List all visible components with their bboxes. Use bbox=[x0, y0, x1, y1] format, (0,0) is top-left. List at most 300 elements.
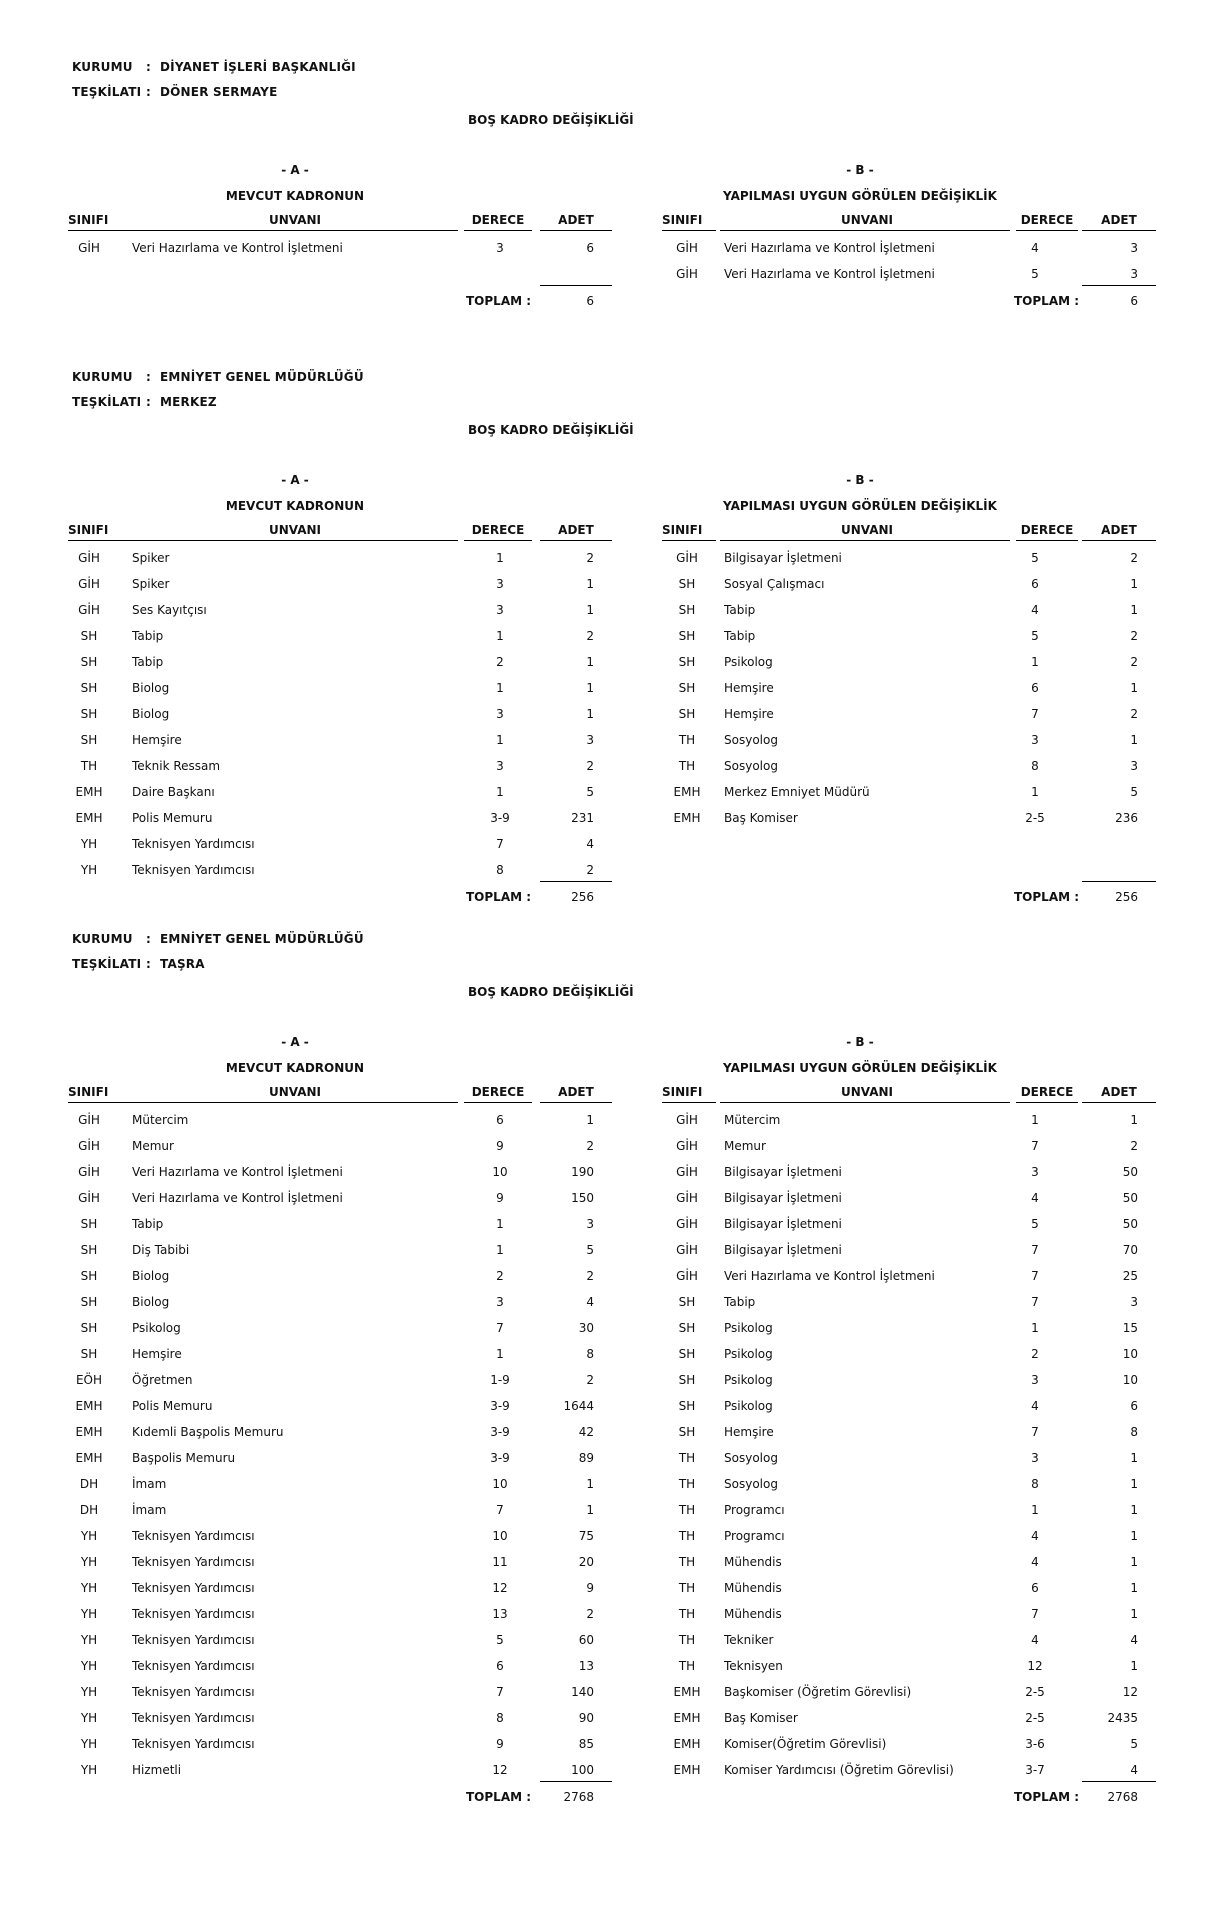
b-cell-derece: 8 bbox=[1031, 759, 1039, 773]
kurumu-sep: : bbox=[146, 932, 151, 946]
b-cell-adet: 25 bbox=[1122, 1269, 1138, 1283]
a-cell-unvani: Mütercim bbox=[132, 1113, 189, 1127]
a-cell-adet: 4 bbox=[586, 1295, 594, 1309]
a-cell-adet: 89 bbox=[578, 1451, 594, 1465]
b-col-sinifi: SINIFI bbox=[662, 523, 703, 537]
b-cell-adet: 50 bbox=[1122, 1191, 1138, 1205]
b-cell-derece: 1 bbox=[1031, 785, 1039, 799]
a-cell-unvani: Teknisyen Yardımcısı bbox=[132, 863, 255, 877]
a-cell-adet: 90 bbox=[578, 1711, 594, 1725]
a-panel-title: MEVCUT KADRONUN bbox=[225, 1061, 365, 1075]
a-mark: - A - bbox=[281, 473, 309, 487]
a-mark: - A - bbox=[281, 1035, 309, 1049]
b-cell-derece: 2 bbox=[1031, 1347, 1039, 1361]
a-cell-unvani: Biolog bbox=[132, 1295, 170, 1309]
b-cell-unvani: Veri Hazırlama ve Kontrol İşletmeni bbox=[724, 241, 935, 255]
a-cell-sinifi: YH bbox=[80, 1711, 98, 1725]
kurumu-value: EMNİYET GENEL MÜDÜRLÜĞÜ bbox=[160, 932, 364, 946]
a-cell-derece: 2 bbox=[496, 1269, 504, 1283]
a-cell-sinifi: SH bbox=[80, 1269, 98, 1283]
b-cell-adet: 236 bbox=[1115, 811, 1138, 825]
b-cell-sinifi: GİH bbox=[676, 1113, 698, 1127]
b-cell-sinifi: GİH bbox=[676, 1269, 698, 1283]
a-total-value: 256 bbox=[571, 890, 594, 904]
b-cell-derece: 6 bbox=[1031, 1581, 1039, 1595]
b-header-rule bbox=[720, 540, 1010, 541]
a-cell-unvani: Polis Memuru bbox=[132, 811, 213, 825]
b-total-rule bbox=[1082, 1781, 1156, 1782]
a-col-derece: DERECE bbox=[471, 523, 525, 537]
a-total-rule bbox=[540, 881, 612, 882]
b-cell-sinifi: TH bbox=[678, 1659, 696, 1673]
a-cell-unvani: Biolog bbox=[132, 1269, 170, 1283]
a-cell-sinifi: YH bbox=[80, 1763, 98, 1777]
a-cell-derece: 13 bbox=[492, 1607, 508, 1621]
a-cell-derece: 1 bbox=[496, 1243, 504, 1257]
a-total-label: TOPLAM : bbox=[466, 1790, 532, 1804]
b-cell-derece: 3 bbox=[1031, 1373, 1039, 1387]
a-cell-unvani: Teknisyen Yardımcısı bbox=[132, 1529, 255, 1543]
a-cell-sinifi: DH bbox=[79, 1477, 99, 1491]
b-cell-adet: 5 bbox=[1130, 1737, 1138, 1751]
b-col-unvani: UNVANI bbox=[840, 523, 894, 537]
b-total-value: 2768 bbox=[1107, 1790, 1138, 1804]
b-header-rule bbox=[662, 540, 716, 541]
b-cell-unvani: Hemşire bbox=[724, 681, 774, 695]
b-cell-derece: 5 bbox=[1031, 551, 1039, 565]
a-cell-derece: 8 bbox=[496, 1711, 504, 1725]
b-cell-derece: 2-5 bbox=[1025, 811, 1045, 825]
b-cell-sinifi: GİH bbox=[676, 551, 698, 565]
a-cell-adet: 9 bbox=[586, 1581, 594, 1595]
kurumu-label: KURUMU bbox=[72, 932, 133, 946]
a-cell-adet: 60 bbox=[578, 1633, 594, 1647]
b-panel-title: YAPILMASI UYGUN GÖRÜLEN DEĞİŞİKLİK bbox=[723, 1061, 997, 1075]
b-cell-sinifi: TH bbox=[678, 733, 696, 747]
b-cell-unvani: Merkez Emniyet Müdürü bbox=[724, 785, 870, 799]
b-cell-adet: 8 bbox=[1130, 1425, 1138, 1439]
a-cell-derece: 9 bbox=[496, 1139, 504, 1153]
a-cell-unvani: Veri Hazırlama ve Kontrol İşletmeni bbox=[132, 1191, 343, 1205]
teskilati-sep: : bbox=[146, 395, 151, 409]
a-cell-unvani: Daire Başkanı bbox=[132, 785, 215, 799]
a-cell-unvani: Polis Memuru bbox=[132, 1399, 213, 1413]
b-col-unvani: UNVANI bbox=[840, 213, 894, 227]
b-cell-sinifi: TH bbox=[678, 1581, 696, 1595]
teskilati-sep: : bbox=[146, 85, 151, 99]
a-cell-sinifi: YH bbox=[80, 1555, 98, 1569]
b-cell-sinifi: EMH bbox=[673, 785, 701, 799]
b-cell-unvani: Komiser Yardımcısı (Öğretim Görevlisi) bbox=[724, 1763, 954, 1777]
a-cell-derece: 1-9 bbox=[490, 1373, 510, 1387]
a-cell-sinifi: EMH bbox=[75, 785, 103, 799]
b-cell-adet: 1 bbox=[1130, 733, 1138, 747]
a-cell-adet: 8 bbox=[586, 1347, 594, 1361]
a-cell-derece: 1 bbox=[496, 1347, 504, 1361]
b-col-derece: DERECE bbox=[1020, 523, 1074, 537]
a-cell-adet: 2 bbox=[586, 1373, 594, 1387]
b-cell-sinifi: SH bbox=[678, 1425, 696, 1439]
kurumu-value: DİYANET İŞLERİ BAŞKANLIĞI bbox=[160, 60, 356, 74]
b-total-value: 6 bbox=[1130, 294, 1138, 308]
a-total-rule bbox=[540, 285, 612, 286]
b-cell-derece: 3 bbox=[1031, 1165, 1039, 1179]
b-cell-unvani: Bilgisayar İşletmeni bbox=[724, 1243, 842, 1257]
a-col-unvani: UNVANI bbox=[268, 213, 322, 227]
a-cell-adet: 100 bbox=[571, 1763, 594, 1777]
a-col-sinifi: SINIFI bbox=[68, 1085, 109, 1099]
b-cell-derece: 2-5 bbox=[1025, 1685, 1045, 1699]
a-cell-unvani: Ses Kayıtçısı bbox=[132, 603, 207, 617]
a-cell-unvani: Başpolis Memuru bbox=[132, 1451, 236, 1465]
a-total-label: TOPLAM : bbox=[466, 294, 532, 308]
a-header-rule bbox=[68, 540, 128, 541]
a-header-rule bbox=[464, 230, 532, 231]
b-header-rule bbox=[1016, 1102, 1078, 1103]
section-title: BOŞ KADRO DEĞİŞİKLİĞİ bbox=[468, 113, 634, 127]
b-cell-derece: 4 bbox=[1031, 603, 1039, 617]
b-cell-derece: 4 bbox=[1031, 1633, 1039, 1647]
kurumu-label: KURUMU bbox=[72, 60, 133, 74]
b-cell-unvani: Başkomiser (Öğretim Görevlisi) bbox=[724, 1685, 912, 1699]
a-header-rule bbox=[128, 1102, 458, 1103]
a-cell-sinifi: YH bbox=[80, 1529, 98, 1543]
a-cell-adet: 6 bbox=[586, 241, 594, 255]
b-total-label: TOPLAM : bbox=[1014, 890, 1080, 904]
a-cell-derece: 11 bbox=[492, 1555, 508, 1569]
b-cell-unvani: Bilgisayar İşletmeni bbox=[724, 551, 842, 565]
a-cell-derece: 3-9 bbox=[490, 1425, 510, 1439]
b-cell-adet: 1 bbox=[1130, 577, 1138, 591]
b-cell-unvani: Mütercim bbox=[724, 1113, 781, 1127]
a-cell-adet: 75 bbox=[578, 1529, 594, 1543]
b-cell-unvani: Hemşire bbox=[724, 707, 774, 721]
a-cell-adet: 1 bbox=[586, 577, 594, 591]
a-cell-sinifi: SH bbox=[80, 1217, 98, 1231]
a-cell-adet: 190 bbox=[571, 1165, 594, 1179]
b-total-rule bbox=[1082, 285, 1156, 286]
a-cell-adet: 2 bbox=[586, 1269, 594, 1283]
b-cell-sinifi: SH bbox=[678, 1321, 696, 1335]
a-cell-adet: 2 bbox=[586, 1607, 594, 1621]
a-cell-sinifi: GİH bbox=[78, 1139, 100, 1153]
a-cell-adet: 1 bbox=[586, 603, 594, 617]
a-cell-adet: 20 bbox=[578, 1555, 594, 1569]
b-cell-sinifi: SH bbox=[678, 1295, 696, 1309]
b-cell-unvani: Mühendis bbox=[724, 1607, 782, 1621]
b-cell-unvani: Baş Komiser bbox=[724, 1711, 798, 1725]
b-cell-sinifi: TH bbox=[678, 1477, 696, 1491]
a-cell-sinifi: SH bbox=[80, 1243, 98, 1257]
a-cell-derece: 3 bbox=[496, 1295, 504, 1309]
a-cell-unvani: Psikolog bbox=[132, 1321, 181, 1335]
section-title: BOŞ KADRO DEĞİŞİKLİĞİ bbox=[468, 423, 634, 437]
a-cell-unvani: Biolog bbox=[132, 707, 170, 721]
a-cell-sinifi: YH bbox=[80, 837, 98, 851]
a-col-unvani: UNVANI bbox=[268, 1085, 322, 1099]
b-panel-title: YAPILMASI UYGUN GÖRÜLEN DEĞİŞİKLİK bbox=[723, 499, 997, 513]
a-cell-unvani: Teknisyen Yardımcısı bbox=[132, 837, 255, 851]
a-cell-sinifi: YH bbox=[80, 1737, 98, 1751]
b-cell-unvani: Hemşire bbox=[724, 1425, 774, 1439]
b-cell-adet: 3 bbox=[1130, 759, 1138, 773]
a-cell-sinifi: GİH bbox=[78, 1165, 100, 1179]
a-cell-adet: 1 bbox=[586, 707, 594, 721]
a-cell-unvani: Hemşire bbox=[132, 733, 182, 747]
a-cell-adet: 85 bbox=[578, 1737, 594, 1751]
a-cell-unvani: Memur bbox=[132, 1139, 174, 1153]
a-total-label: TOPLAM : bbox=[466, 890, 532, 904]
a-cell-unvani: Spiker bbox=[132, 577, 170, 591]
a-col-derece: DERECE bbox=[471, 1085, 525, 1099]
a-cell-sinifi: TH bbox=[80, 759, 98, 773]
teskilati-label: TEŞKİLATI bbox=[72, 85, 142, 99]
a-cell-derece: 5 bbox=[496, 1633, 504, 1647]
a-header-rule bbox=[540, 1102, 612, 1103]
b-cell-sinifi: GİH bbox=[676, 1217, 698, 1231]
a-cell-derece: 3 bbox=[496, 577, 504, 591]
b-cell-sinifi: EMH bbox=[673, 1711, 701, 1725]
b-cell-derece: 3 bbox=[1031, 733, 1039, 747]
a-cell-adet: 1 bbox=[586, 1477, 594, 1491]
a-cell-derece: 1 bbox=[496, 785, 504, 799]
b-cell-sinifi: TH bbox=[678, 1607, 696, 1621]
a-col-adet: ADET bbox=[558, 523, 594, 537]
b-cell-derece: 1 bbox=[1031, 1113, 1039, 1127]
b-header-rule bbox=[1082, 1102, 1156, 1103]
b-cell-derece: 1 bbox=[1031, 655, 1039, 669]
a-cell-unvani: Teknisyen Yardımcısı bbox=[132, 1581, 255, 1595]
b-header-rule bbox=[1016, 230, 1078, 231]
a-total-rule bbox=[540, 1781, 612, 1782]
b-cell-unvani: Mühendis bbox=[724, 1555, 782, 1569]
b-header-rule bbox=[662, 1102, 716, 1103]
b-cell-unvani: Komiser(Öğretim Görevlisi) bbox=[724, 1737, 887, 1751]
a-cell-sinifi: GİH bbox=[78, 1191, 100, 1205]
b-cell-adet: 2 bbox=[1130, 1139, 1138, 1153]
b-total-value: 256 bbox=[1115, 890, 1138, 904]
b-cell-derece: 3-7 bbox=[1025, 1763, 1045, 1777]
b-col-sinifi: SINIFI bbox=[662, 1085, 703, 1099]
b-cell-derece: 4 bbox=[1031, 241, 1039, 255]
b-cell-adet: 1 bbox=[1130, 1659, 1138, 1673]
b-cell-sinifi: SH bbox=[678, 603, 696, 617]
a-cell-sinifi: YH bbox=[80, 1607, 98, 1621]
a-header-rule bbox=[128, 540, 458, 541]
b-cell-derece: 6 bbox=[1031, 681, 1039, 695]
a-cell-sinifi: DH bbox=[79, 1503, 99, 1517]
b-header-rule bbox=[1082, 230, 1156, 231]
a-cell-unvani: İmam bbox=[132, 1503, 167, 1517]
a-col-sinifi: SINIFI bbox=[68, 523, 109, 537]
b-mark: - B - bbox=[846, 163, 874, 177]
b-cell-adet: 2 bbox=[1130, 707, 1138, 721]
a-cell-adet: 2 bbox=[586, 629, 594, 643]
teskilati-value: TAŞRA bbox=[160, 957, 205, 971]
a-cell-derece: 12 bbox=[492, 1581, 508, 1595]
b-cell-sinifi: TH bbox=[678, 1529, 696, 1543]
b-cell-unvani: Tabip bbox=[724, 603, 756, 617]
b-header-rule bbox=[720, 1102, 1010, 1103]
b-cell-adet: 10 bbox=[1122, 1347, 1138, 1361]
b-cell-sinifi: TH bbox=[678, 1503, 696, 1517]
a-cell-unvani: Tabip bbox=[132, 655, 164, 669]
a-cell-sinifi: YH bbox=[80, 1659, 98, 1673]
a-mark: - A - bbox=[281, 163, 309, 177]
b-cell-sinifi: EMH bbox=[673, 1685, 701, 1699]
a-cell-unvani: Hemşire bbox=[132, 1347, 182, 1361]
a-cell-adet: 5 bbox=[586, 1243, 594, 1257]
a-header-rule bbox=[68, 230, 128, 231]
b-cell-sinifi: GİH bbox=[676, 1139, 698, 1153]
a-cell-derece: 3-9 bbox=[490, 1399, 510, 1413]
a-cell-sinifi: EMH bbox=[75, 1451, 103, 1465]
a-cell-derece: 7 bbox=[496, 837, 504, 851]
b-cell-adet: 4 bbox=[1130, 1763, 1138, 1777]
a-total-value: 2768 bbox=[563, 1790, 594, 1804]
b-mark: - B - bbox=[846, 1035, 874, 1049]
section-title: BOŞ KADRO DEĞİŞİKLİĞİ bbox=[468, 985, 634, 999]
a-cell-adet: 1 bbox=[586, 1113, 594, 1127]
a-cell-derece: 3 bbox=[496, 241, 504, 255]
a-cell-adet: 1 bbox=[586, 681, 594, 695]
a-cell-sinifi: EÖH bbox=[75, 1373, 103, 1387]
b-cell-adet: 10 bbox=[1122, 1373, 1138, 1387]
a-cell-derece: 1 bbox=[496, 629, 504, 643]
a-cell-adet: 30 bbox=[578, 1321, 594, 1335]
b-cell-derece: 7 bbox=[1031, 1425, 1039, 1439]
a-cell-derece: 7 bbox=[496, 1321, 504, 1335]
b-cell-adet: 2435 bbox=[1107, 1711, 1138, 1725]
b-cell-unvani: Programcı bbox=[724, 1503, 785, 1517]
a-cell-sinifi: YH bbox=[80, 1685, 98, 1699]
b-cell-unvani: Baş Komiser bbox=[724, 811, 798, 825]
b-cell-sinifi: GİH bbox=[676, 241, 698, 255]
b-cell-adet: 2 bbox=[1130, 655, 1138, 669]
b-cell-adet: 1 bbox=[1130, 1529, 1138, 1543]
b-header-rule bbox=[662, 230, 716, 231]
b-cell-derece: 3-6 bbox=[1025, 1737, 1045, 1751]
b-cell-sinifi: SH bbox=[678, 1347, 696, 1361]
b-cell-unvani: Tekniker bbox=[724, 1633, 774, 1647]
a-cell-sinifi: SH bbox=[80, 1295, 98, 1309]
a-cell-unvani: Teknisyen Yardımcısı bbox=[132, 1685, 255, 1699]
b-cell-sinifi: GİH bbox=[676, 267, 698, 281]
a-col-sinifi: SINIFI bbox=[68, 213, 109, 227]
b-cell-sinifi: TH bbox=[678, 759, 696, 773]
a-header-rule bbox=[464, 540, 532, 541]
b-cell-unvani: Bilgisayar İşletmeni bbox=[724, 1191, 842, 1205]
b-cell-unvani: Psikolog bbox=[724, 1321, 773, 1335]
a-cell-unvani: Teknisyen Yardımcısı bbox=[132, 1659, 255, 1673]
a-header-rule bbox=[464, 1102, 532, 1103]
b-cell-adet: 50 bbox=[1122, 1217, 1138, 1231]
a-cell-adet: 1644 bbox=[563, 1399, 594, 1413]
a-panel-title: MEVCUT KADRONUN bbox=[225, 189, 365, 203]
a-cell-unvani: Tabip bbox=[132, 629, 164, 643]
b-cell-adet: 1 bbox=[1130, 1451, 1138, 1465]
a-cell-unvani: Teknisyen Yardımcısı bbox=[132, 1555, 255, 1569]
a-cell-derece: 9 bbox=[496, 1191, 504, 1205]
b-cell-adet: 2 bbox=[1130, 551, 1138, 565]
b-cell-sinifi: GİH bbox=[676, 1165, 698, 1179]
b-cell-sinifi: SH bbox=[678, 629, 696, 643]
a-cell-derece: 6 bbox=[496, 1113, 504, 1127]
a-cell-derece: 3 bbox=[496, 707, 504, 721]
b-cell-unvani: Bilgisayar İşletmeni bbox=[724, 1165, 842, 1179]
a-cell-derece: 3-9 bbox=[490, 1451, 510, 1465]
b-cell-sinifi: SH bbox=[678, 707, 696, 721]
a-cell-sinifi: SH bbox=[80, 1321, 98, 1335]
a-cell-unvani: Diş Tabibi bbox=[132, 1243, 190, 1257]
b-cell-adet: 15 bbox=[1122, 1321, 1138, 1335]
a-cell-adet: 2 bbox=[586, 759, 594, 773]
a-cell-derece: 1 bbox=[496, 1217, 504, 1231]
b-cell-adet: 2 bbox=[1130, 629, 1138, 643]
a-cell-unvani: Hizmetli bbox=[132, 1763, 182, 1777]
b-cell-adet: 6 bbox=[1130, 1399, 1138, 1413]
b-cell-derece: 4 bbox=[1031, 1529, 1039, 1543]
a-cell-derece: 7 bbox=[496, 1503, 504, 1517]
a-cell-derece: 9 bbox=[496, 1737, 504, 1751]
a-cell-sinifi: YH bbox=[80, 863, 98, 877]
b-cell-adet: 70 bbox=[1122, 1243, 1138, 1257]
a-cell-adet: 3 bbox=[586, 733, 594, 747]
a-cell-sinifi: YH bbox=[80, 1581, 98, 1595]
a-cell-sinifi: GİH bbox=[78, 241, 100, 255]
b-cell-derece: 7 bbox=[1031, 1269, 1039, 1283]
a-header-rule bbox=[128, 230, 458, 231]
b-cell-unvani: Sosyolog bbox=[724, 733, 778, 747]
b-cell-adet: 1 bbox=[1130, 1607, 1138, 1621]
a-cell-adet: 1 bbox=[586, 655, 594, 669]
a-cell-adet: 13 bbox=[578, 1659, 594, 1673]
a-cell-unvani: Teknisyen Yardımcısı bbox=[132, 1737, 255, 1751]
a-cell-unvani: Veri Hazırlama ve Kontrol İşletmeni bbox=[132, 1165, 343, 1179]
b-cell-sinifi: SH bbox=[678, 577, 696, 591]
a-cell-sinifi: EMH bbox=[75, 1425, 103, 1439]
kurumu-value: EMNİYET GENEL MÜDÜRLÜĞÜ bbox=[160, 370, 364, 384]
b-col-adet: ADET bbox=[1101, 1085, 1137, 1099]
b-cell-derece: 6 bbox=[1031, 577, 1039, 591]
a-cell-unvani: Teknik Ressam bbox=[132, 759, 221, 773]
a-header-rule bbox=[540, 540, 612, 541]
b-cell-sinifi: EMH bbox=[673, 1763, 701, 1777]
b-cell-unvani: Psikolog bbox=[724, 1399, 773, 1413]
b-col-derece: DERECE bbox=[1020, 213, 1074, 227]
a-col-unvani: UNVANI bbox=[268, 523, 322, 537]
a-cell-sinifi: GİH bbox=[78, 551, 100, 565]
b-cell-derece: 5 bbox=[1031, 267, 1039, 281]
a-cell-sinifi: SH bbox=[80, 681, 98, 695]
a-cell-derece: 2 bbox=[496, 655, 504, 669]
a-cell-adet: 5 bbox=[586, 785, 594, 799]
a-cell-unvani: Teknisyen Yardımcısı bbox=[132, 1607, 255, 1621]
b-cell-adet: 1 bbox=[1130, 603, 1138, 617]
a-cell-derece: 1 bbox=[496, 681, 504, 695]
b-cell-unvani: Sosyolog bbox=[724, 759, 778, 773]
a-cell-adet: 1 bbox=[586, 1503, 594, 1517]
a-cell-adet: 2 bbox=[586, 551, 594, 565]
b-total-label: TOPLAM : bbox=[1014, 294, 1080, 308]
a-cell-unvani: Spiker bbox=[132, 551, 170, 565]
b-cell-derece: 2-5 bbox=[1025, 1711, 1045, 1725]
b-header-rule bbox=[720, 230, 1010, 231]
a-cell-sinifi: YH bbox=[80, 1633, 98, 1647]
b-cell-adet: 1 bbox=[1130, 1503, 1138, 1517]
a-cell-sinifi: GİH bbox=[78, 1113, 100, 1127]
teskilati-label: TEŞKİLATI bbox=[72, 957, 142, 971]
